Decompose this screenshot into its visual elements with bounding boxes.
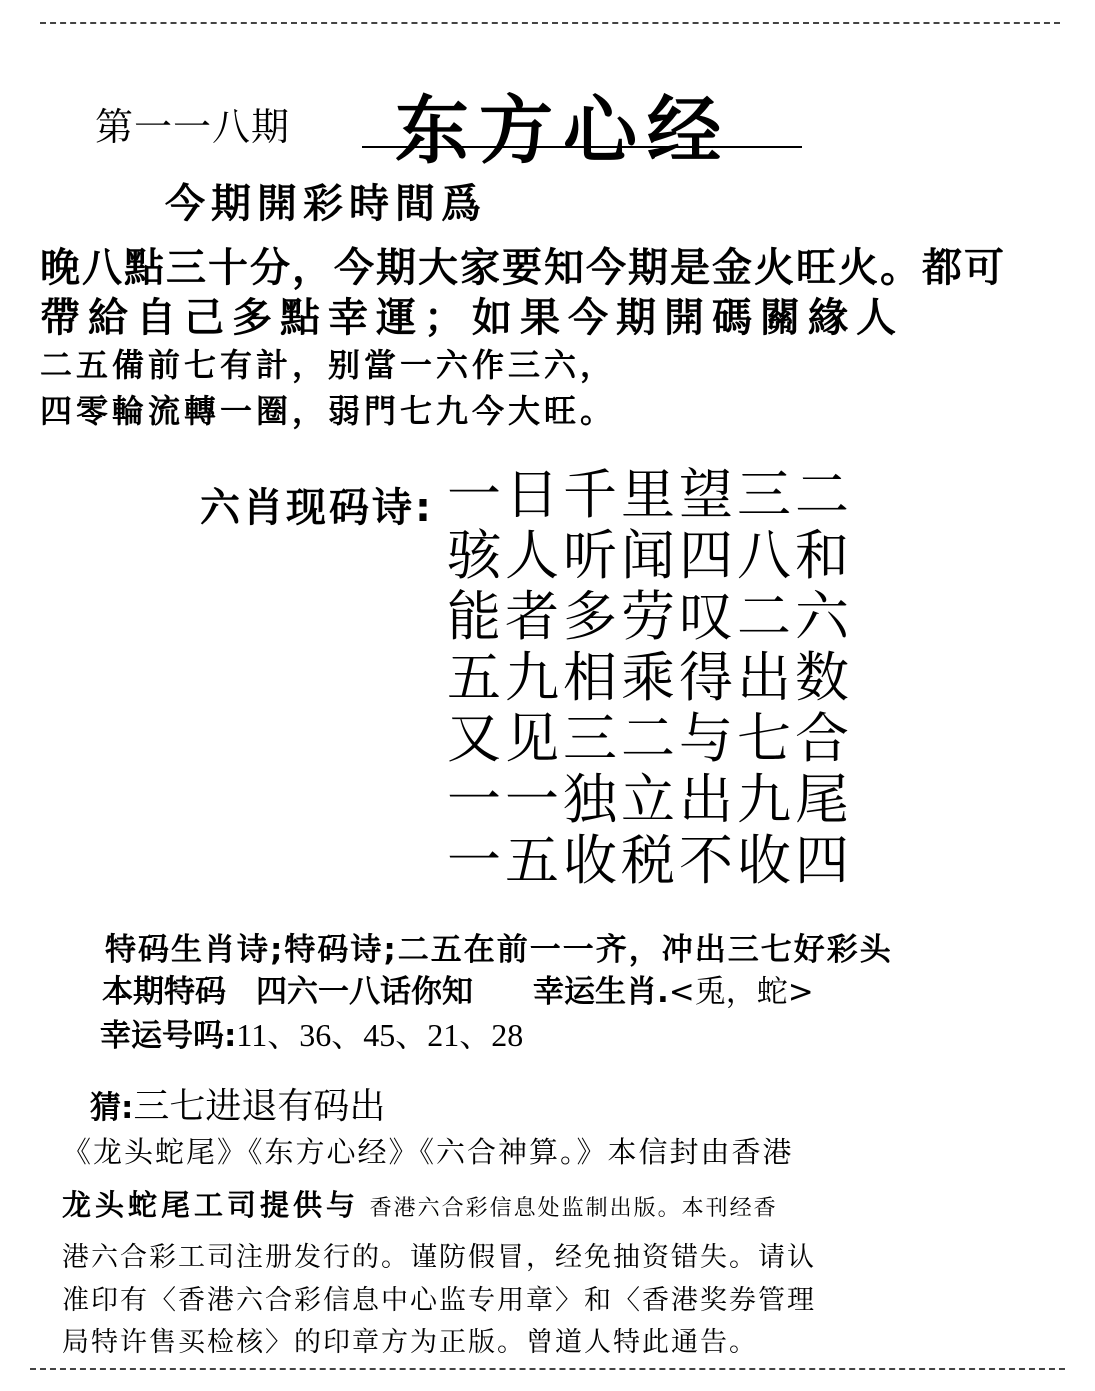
intro-line-2: 帶給自己多點幸運；如果今期開碼關緣人	[40, 295, 904, 341]
lucky-numbers-line	[100, 1010, 523, 1056]
intro-line-4: 四零輪流轉一圈，弱門七九今大旺。	[40, 392, 617, 430]
footer-line-1: 《龙头蛇尾》《东方心经》《六合神算。》本信封由香港	[62, 1135, 794, 1169]
footer-line-5: 局特许售买检核〉的印章方为正版。曾道人特此通告。	[62, 1327, 758, 1358]
footer-line-4: 准印有〈香港六合彩信息中心监专用章〉和〈香港奖券管理	[62, 1285, 816, 1316]
poem-line: 一五收税不收四	[447, 829, 853, 892]
poem-line: 五九相乘得出数	[447, 646, 853, 709]
bottom-border	[30, 1368, 1065, 1370]
special-code-line	[102, 966, 814, 1011]
poem-label: 六肖现码诗:	[200, 485, 434, 531]
guess-text: 三七进退有码出	[133, 1086, 386, 1127]
footer-line-2	[62, 1183, 778, 1224]
footer-publisher: 香港六合彩信息处监制出版。本刊经香	[369, 1196, 778, 1221]
lucky-zodiac-label: 幸运生肖.	[533, 974, 669, 1010]
special-poem-line: 特码生肖诗;特码诗;二五在前一一齐，冲出三七好彩头	[105, 932, 893, 968]
lucky-numbers-value: 11、36、45、21、28	[236, 1017, 524, 1053]
poem-line: 骇人听闻四八和	[447, 524, 853, 587]
intro-line-1: 晚八點三十分，今期大家要知今期是金火旺火。都可	[40, 245, 1006, 291]
footer-line-3: 港六合彩工司注册发行的。谨防假冒，经免抽资错失。请认	[62, 1242, 816, 1273]
lucky-numbers-label: 幸运号吗:	[100, 1018, 237, 1054]
poem	[447, 464, 853, 891]
special-code-text: 四六一八话你知	[256, 974, 473, 1010]
top-border	[40, 22, 1060, 24]
intro-line-3: 二五備前七有計，别當一六作三六，	[40, 346, 617, 384]
title-underline	[362, 146, 802, 148]
poem-line: 又见三二与七合	[447, 707, 853, 770]
footer-company: 龙头蛇尾工司提供与	[62, 1188, 360, 1222]
issue-number: 第一一八期	[95, 105, 291, 149]
guess-label: 猜:	[90, 1090, 134, 1126]
special-code-label: 本期特码	[102, 974, 226, 1010]
page-title: 东方心经	[395, 88, 731, 174]
poem-line: 能者多劳叹二六	[447, 585, 853, 648]
draw-time-heading: 今期開彩時間爲	[165, 181, 487, 227]
poem-line: 一一独立出九尾	[447, 768, 853, 831]
lucky-zodiac-value: <兎，蛇>	[668, 974, 814, 1010]
guess-line	[90, 1078, 385, 1129]
poem-line: 一日千里望三二	[447, 463, 853, 526]
